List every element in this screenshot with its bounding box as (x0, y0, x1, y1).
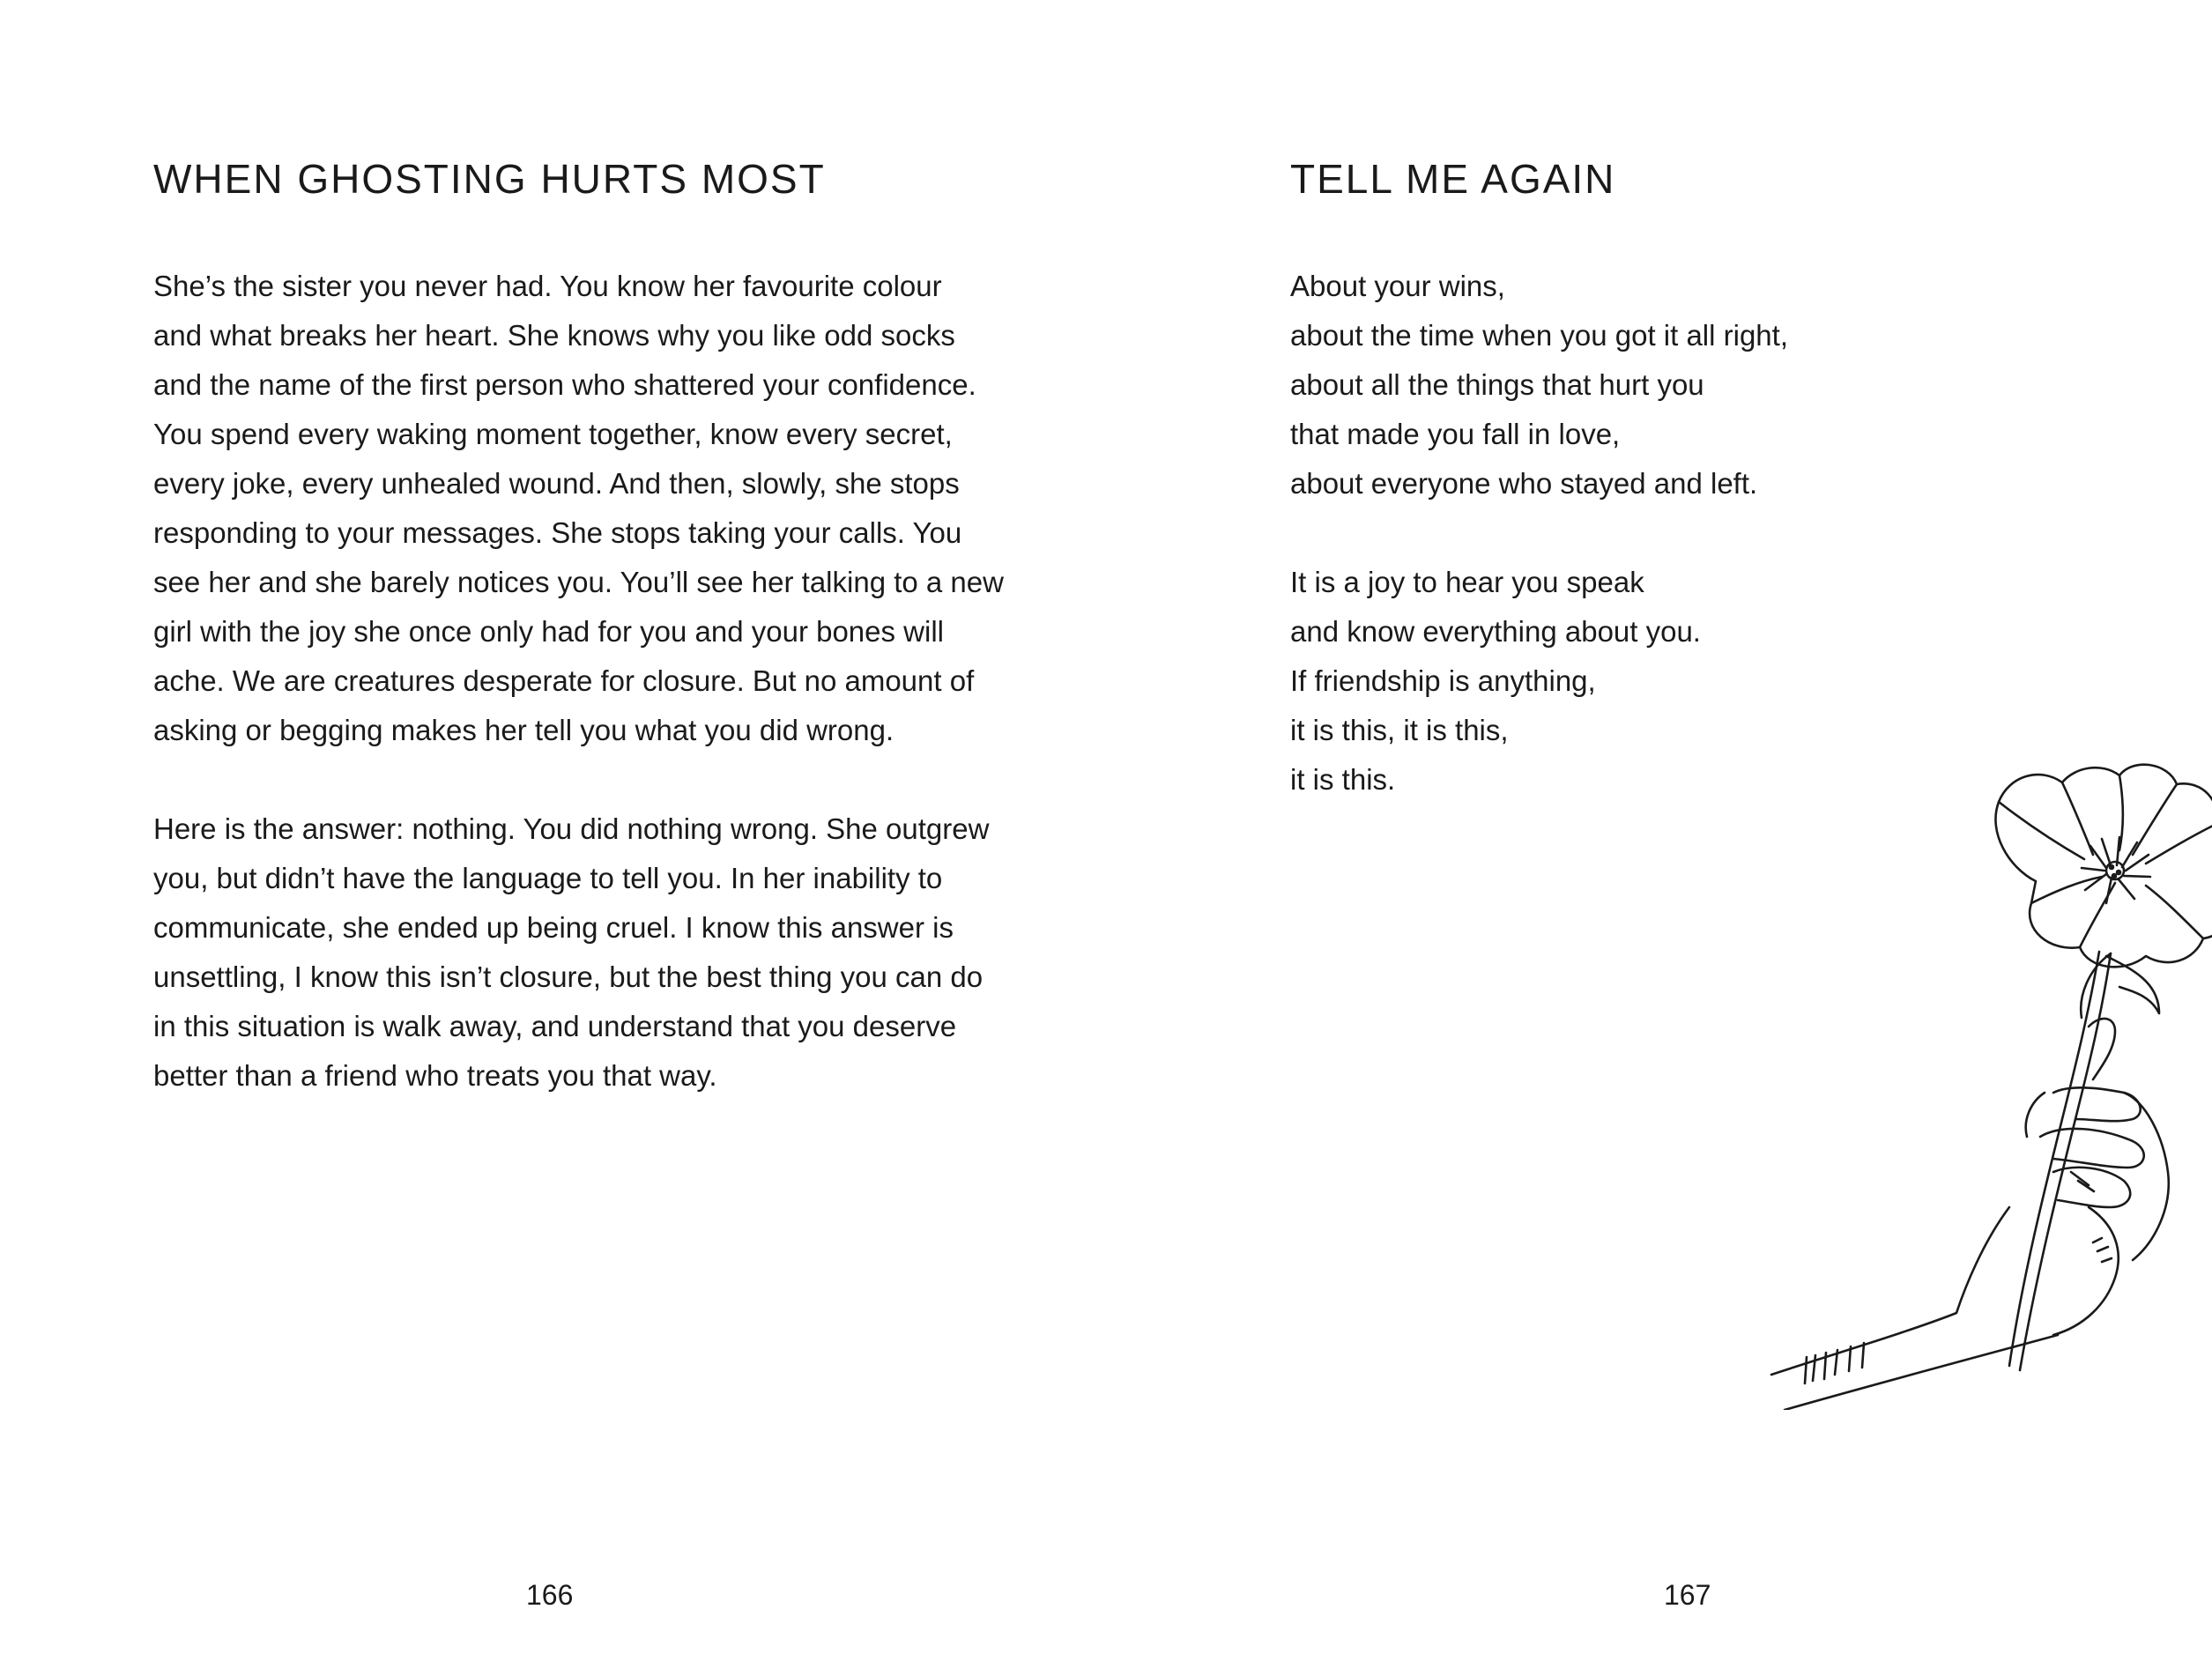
text-line: every joke, every unhealed wound. And then, slowly, she stops (153, 467, 960, 500)
left-page-title: WHEN GHOSTING HURTS MOST (153, 156, 826, 202)
text-line: see her and she barely notices you. You’ll see her talking to a new (153, 566, 1004, 598)
right-page-title: TELL ME AGAIN (1290, 156, 1616, 202)
text-line: and what breaks her heart. She knows why you like odd socks (153, 319, 955, 352)
flower-icon (1995, 765, 2212, 968)
text-line: girl with the joy she once only had for you and your bones will (153, 615, 945, 648)
poem-line: it is this. (1290, 763, 1396, 796)
poem-line: and know everything about you. (1290, 615, 1701, 648)
text-line: Here is the answer: nothing. You did nothing wrong. She outgrew (153, 812, 990, 845)
poem-line: about everyone who stayed and left. (1290, 467, 1758, 500)
poem-line: It is a joy to hear you speak (1290, 566, 1644, 598)
left-page-body (153, 262, 1004, 1101)
text-line: She’s the sister you never had. You know her favourite colour (153, 270, 942, 302)
text-line: communicate, she ended up being cruel. I know this answer is (153, 911, 954, 944)
poem-line: about all the things that hurt you (1290, 368, 1704, 401)
text-line: in this situation is walk away, and understand that you deserve (153, 1010, 957, 1042)
poem-line: about the time when you got it all right, (1290, 319, 1788, 352)
paragraph (153, 805, 990, 1101)
text-line: You spend every waking moment together, know every secret, (153, 418, 953, 450)
page-number: 166 (526, 1579, 574, 1611)
text-line: unsettling, I know this isn’t closure, but the best thing you can do (153, 960, 984, 993)
poem-stanza (1290, 262, 1837, 508)
paragraph (153, 262, 1004, 755)
page-number: 167 (1664, 1579, 1711, 1611)
text-line: better than a friend who treats you that way. (153, 1059, 717, 1092)
hand-holding-flower-drawing (1595, 679, 2212, 1410)
hand-icon (1771, 1019, 2169, 1410)
text-line: responding to your messages. She stops taking your calls. You (153, 516, 962, 549)
right-page (1106, 0, 2212, 1676)
text-line: and the name of the first person who shattered your confidence. (153, 368, 976, 401)
poem-line: If friendship is anything, (1290, 664, 1596, 697)
text-line: you, but didn’t have the language to tell you. In her inability to (153, 862, 943, 894)
text-line: asking or begging makes her tell you what you did wrong. (153, 714, 894, 746)
poem-line: About your wins, (1290, 270, 1505, 302)
text-line: ache. We are creatures desperate for closure. But no amount of (153, 664, 975, 697)
poem-line: it is this, it is this, (1290, 714, 1509, 746)
poem-line: that made you fall in love, (1290, 418, 1621, 450)
